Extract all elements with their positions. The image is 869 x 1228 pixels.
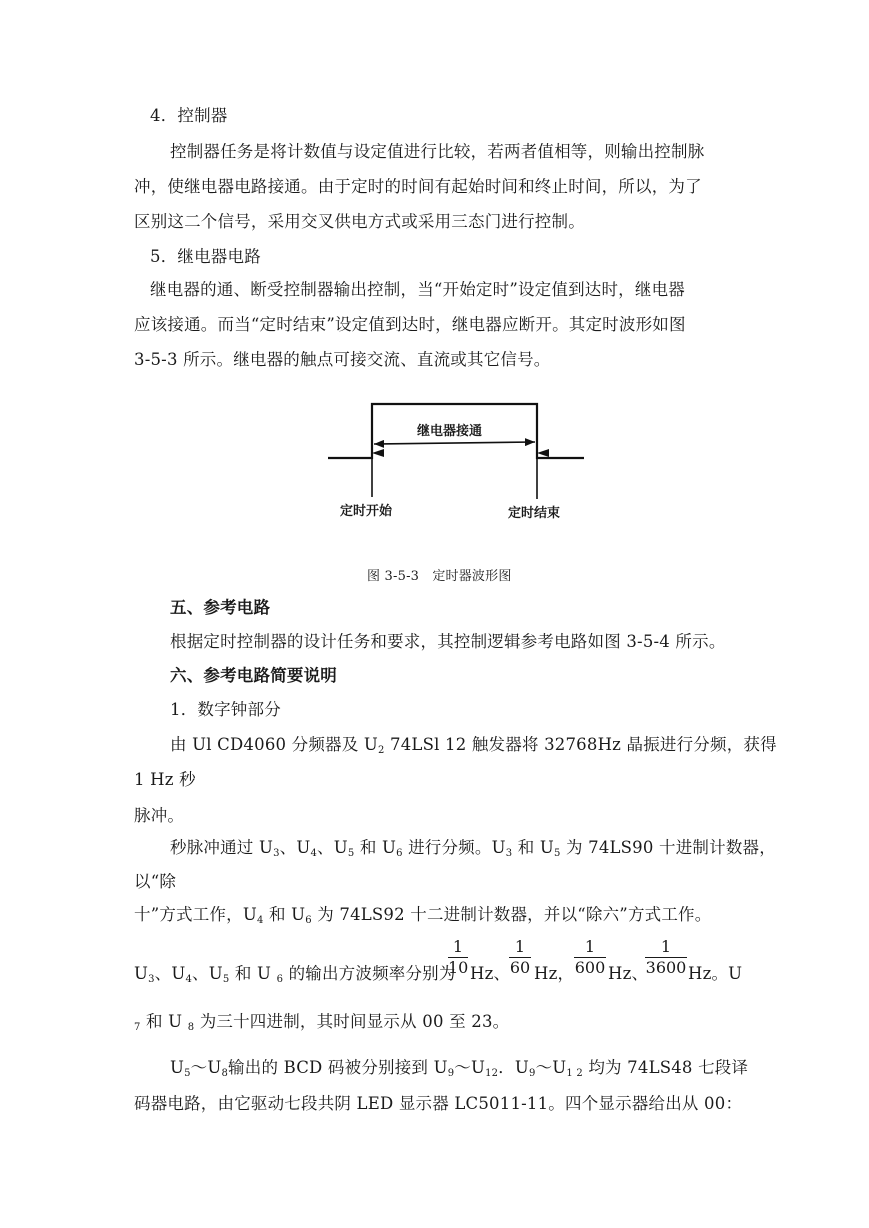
p1-line2: 1 Hz 秒 — [134, 770, 196, 789]
section4-para-line1: 控制器任务是将计数值与设定值进行比较，若两者值相等，则输出控制脉 — [170, 142, 705, 161]
p3-line1-text: $U_3$、$U_4$、$U_5$ 和 U $_6$ 的输出方波频率分别为 — [134, 964, 456, 985]
p4-line2: 码器电路，由它驱动七段共阴 LED 显示器 LC5011-11。四个显示器给出从 00： — [134, 1094, 743, 1113]
fraction-1-10: 1 10 — [448, 937, 469, 977]
reference-para: 根据定时控制器的设计任务和要求，其控制逻辑参考电路如图 3-5-4 所示。 — [170, 632, 726, 651]
unit-f2: Hz， — [534, 964, 575, 983]
p2-line1: 秒脉冲通过 $U_3$、$U_4$、$U_5$ 和 $U_6$ 进行分频。$U_3$ 和 $U_5$ 为 74LS90 十进制计数器， — [170, 838, 776, 859]
section5-para-line1: 继电器的通、断受控制器输出控制，当“开始定时”设定值到达时，继电器 — [150, 280, 685, 299]
sub1-title: 1．数字钟部分 — [170, 700, 281, 719]
relay-on-label: 继电器接通 — [414, 420, 485, 439]
unit-f3: Hz、 — [608, 964, 649, 983]
fraction-1-60: 1 60 — [509, 937, 531, 977]
section4-para-line3: 区别这二个信号，采用交叉供电方式或采用三态门进行控制。 — [134, 212, 585, 231]
section5-para-line2: 应该接通。而当“定时结束”设定值到达时，继电器应断开。其定时波形如图 — [134, 315, 686, 334]
section5-title: 5．继电器电路 — [150, 247, 261, 266]
p1-line1: 由 Ul CD4060 分频器及 $U_2$ 74LSl 12 触发器将 32768Hz 晶振进行分频，获得 — [170, 735, 777, 756]
p2-line2: 以“除 — [134, 872, 177, 891]
section4-title: 4．控制器 — [150, 106, 228, 125]
p3-line2: $_7$ 和 U $_8$ 为三十四进制，其时间显示从 00 至 23。 — [134, 1012, 510, 1033]
fraction-1-3600: 1 3600 — [645, 937, 687, 977]
unit-f4: Hz。U — [688, 964, 743, 983]
unit-f1: Hz、 — [470, 964, 511, 983]
section4-para-line2: 冲，使继电器电路接通。由于定时的时间有起始时间和终止时间，所以，为了 — [134, 177, 702, 196]
p4-line1: $U_5\sim U_8$输出的 BCD 码被分别接到 $U_9\sim U_{12}$．$U_9\sim U_{1 2}$ 均为 74LS48 七段译 — [170, 1058, 749, 1079]
p1-line3: 脉冲。 — [134, 806, 185, 825]
heading-reference-circuit: 五、参考电路 — [170, 598, 271, 617]
p2-line3: 十”方式工作，$U_4$ 和 $U_6$ 为 74LS92 十二进制计数器，并以“除六”方式工作。 — [134, 905, 712, 926]
section5-para-line3: 3-5-3 所示。继电器的触点可接交流、直流或其它信号。 — [134, 350, 551, 369]
timer-start-label: 定时开始 — [340, 504, 393, 519]
fraction-1-600: 1 600 — [574, 937, 606, 977]
timer-end-label: 定时结束 — [508, 506, 561, 521]
figure-caption: 图 3-5-3 定时器波形图 — [367, 569, 512, 584]
span-arrow — [374, 442, 535, 444]
heading-circuit-description: 六、参考电路简要说明 — [170, 666, 337, 685]
